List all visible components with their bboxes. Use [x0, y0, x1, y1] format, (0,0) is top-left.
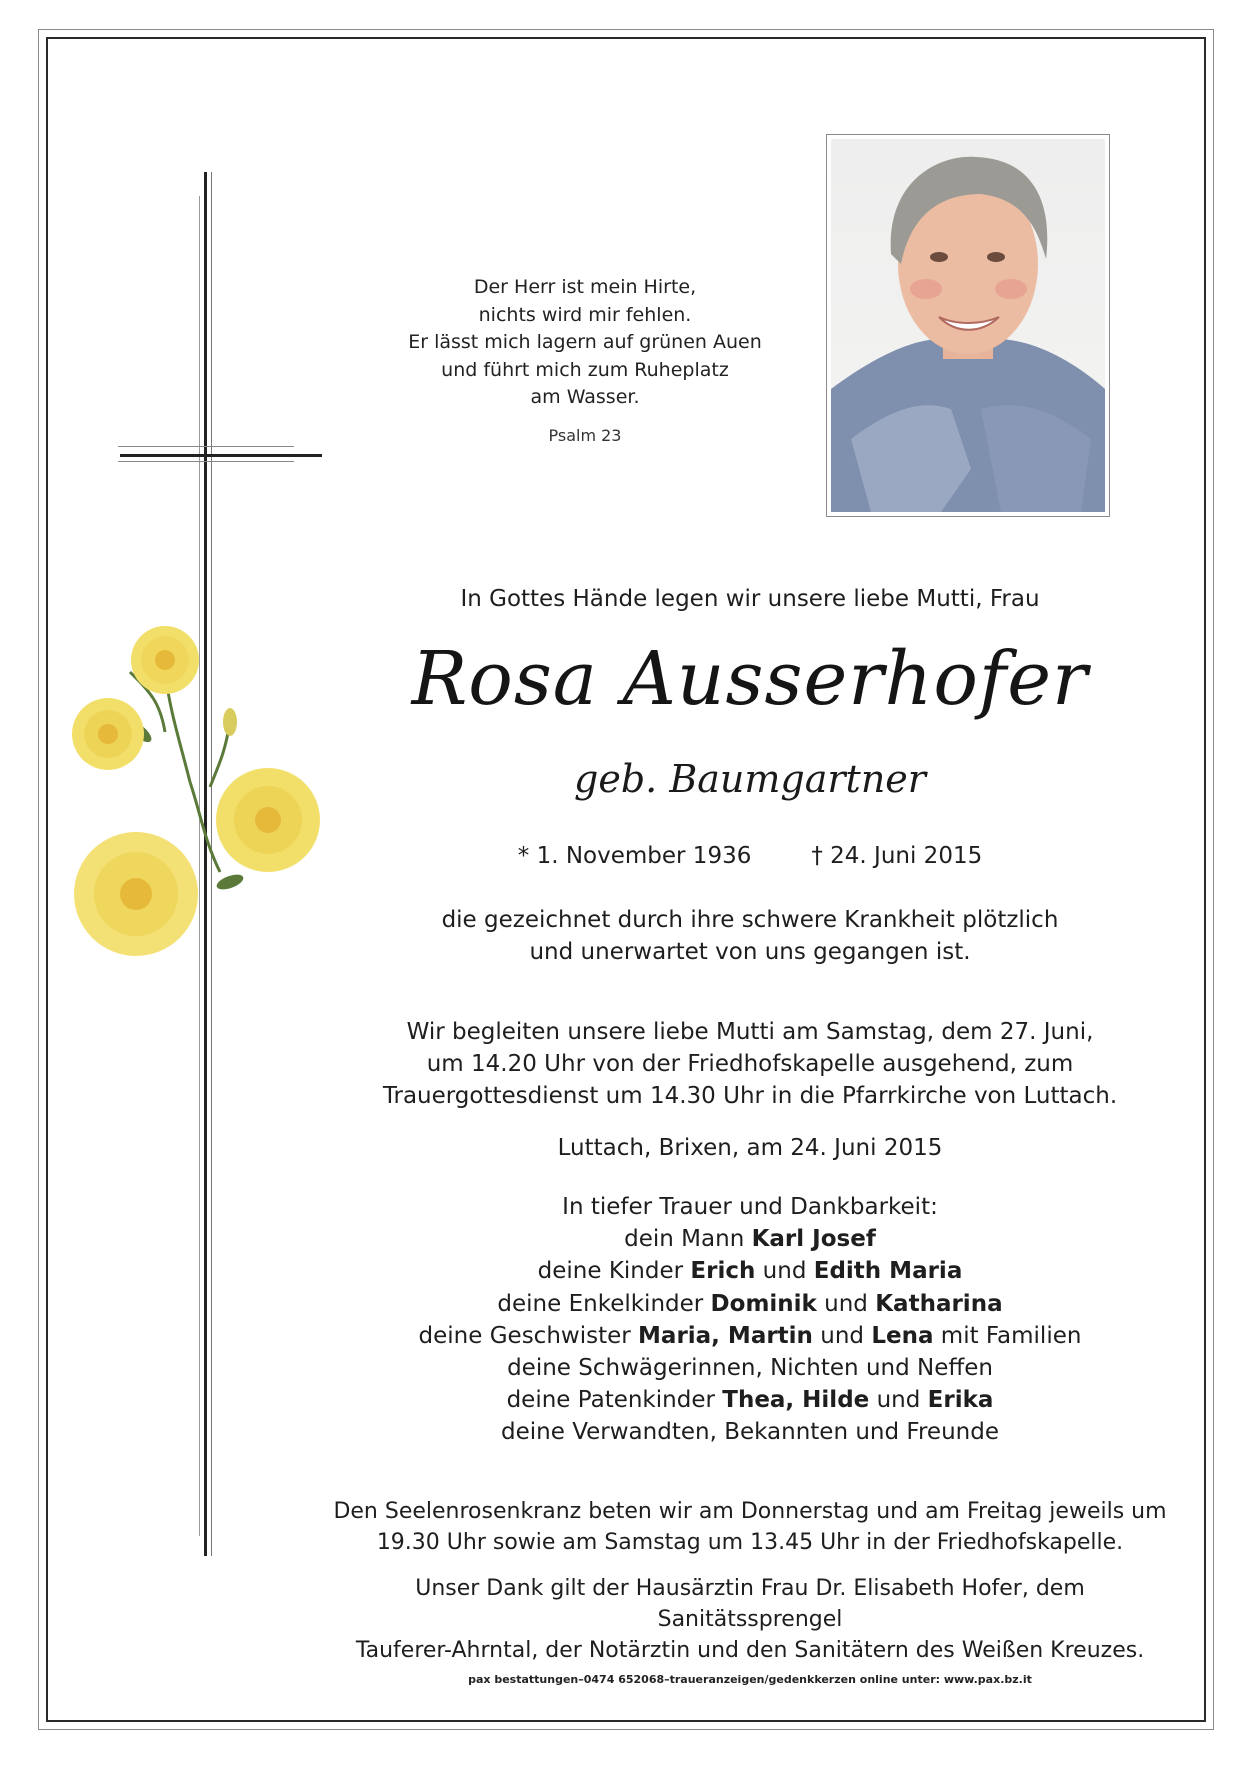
description-line: und unerwartet von uns gegangen ist. [529, 939, 971, 965]
rosary-info [330, 1496, 1170, 1558]
life-dates [330, 843, 1170, 869]
death-date: † 24. Juni 2015 [811, 843, 983, 869]
intro-text: In Gottes Hände legen wir unsere liebe Mutti, Frau [460, 586, 1040, 612]
mourner-godchildren: deine Patenkinder Thea, Hilde und Erika [506, 1387, 994, 1414]
rose-4 [74, 832, 198, 956]
portrait-frame [826, 134, 1110, 517]
description [330, 904, 1170, 968]
psalm-reference: Psalm 23 [548, 426, 622, 445]
psalm-line: am Wasser. [530, 386, 640, 408]
mourner-inlaws: deine Schwägerinnen, Nichten und Neffen [507, 1355, 993, 1382]
mourner-siblings: deine Geschwister Maria, Martin und Lena mit Familien [418, 1322, 1082, 1349]
psalm-line: Er lässt mich lagern auf grünen Auen [408, 331, 762, 353]
birth-date: * 1. November 1936 [517, 843, 752, 869]
thanks-note [330, 1573, 1170, 1666]
deceased-name: Rosa Ausserhofer [411, 636, 1089, 722]
mourners-heading: In tiefer Trauer und Dankbarkeit: [562, 1194, 938, 1220]
mourner-children: deine Kinder Erich und Edith Maria [537, 1258, 963, 1285]
thanks-line: Unser Dank gilt der Hausärztin Frau Dr. Elisabeth Hofer, dem Sanitätssprengel [415, 1576, 1085, 1632]
psalm-line: und führt mich zum Ruheplatz [441, 358, 729, 381]
rose-2 [72, 698, 144, 770]
rose-1 [131, 626, 199, 694]
footer-imprint: pax bestattungen–0474 652068–traueranzeigen/gedenkkerzen online unter: www.pax.bz.it [468, 1673, 1032, 1686]
portrait-photo [831, 139, 1105, 512]
maiden-name: geb. Baumgartner [574, 757, 926, 801]
funeral-info-line: Trauergottesdienst um 14.30 Uhr in die Pfarrkirche von Luttach. [382, 1083, 1118, 1109]
yellow-roses-image [70, 612, 340, 982]
place-date: Luttach, Brixen, am 24. Juni 2015 [557, 1135, 943, 1161]
psalm-line: nichts wird mir fehlen. [478, 303, 692, 326]
rosary-line: Den Seelenrosenkranz beten wir am Donnerstag und am Freitag jeweils um [333, 1499, 1167, 1524]
psalm-verse [385, 274, 785, 412]
funeral-info-line: um 14.20 Uhr von der Friedhofskapelle ausgehend, zum [426, 1051, 1074, 1077]
funeral-info [330, 1016, 1170, 1112]
description-line: die gezeichnet durch ihre schwere Krankheit plötzlich [441, 907, 1059, 933]
mourners-list [330, 1191, 1170, 1449]
mourner-husband: dein Mann Karl Josef [624, 1226, 876, 1253]
psalm-line: Der Herr ist mein Hirte, [473, 276, 697, 298]
rosary-line: 19.30 Uhr sowie am Samstag um 13.45 Uhr in der Friedhofskapelle. [376, 1530, 1124, 1555]
thanks-line: Tauferer-Ahrntal, der Notärztin und den Sanitätern des Weißen Kreuzes. [355, 1638, 1145, 1663]
mourner-grandchildren: deine Enkelkinder Dominik und Katharina [497, 1290, 1003, 1317]
rose-3 [216, 768, 320, 872]
mourner-relatives: deine Verwandten, Bekannten und Freunde [501, 1419, 999, 1446]
funeral-info-line: Wir begleiten unsere liebe Mutti am Samstag, dem 27. Juni, [406, 1019, 1094, 1045]
